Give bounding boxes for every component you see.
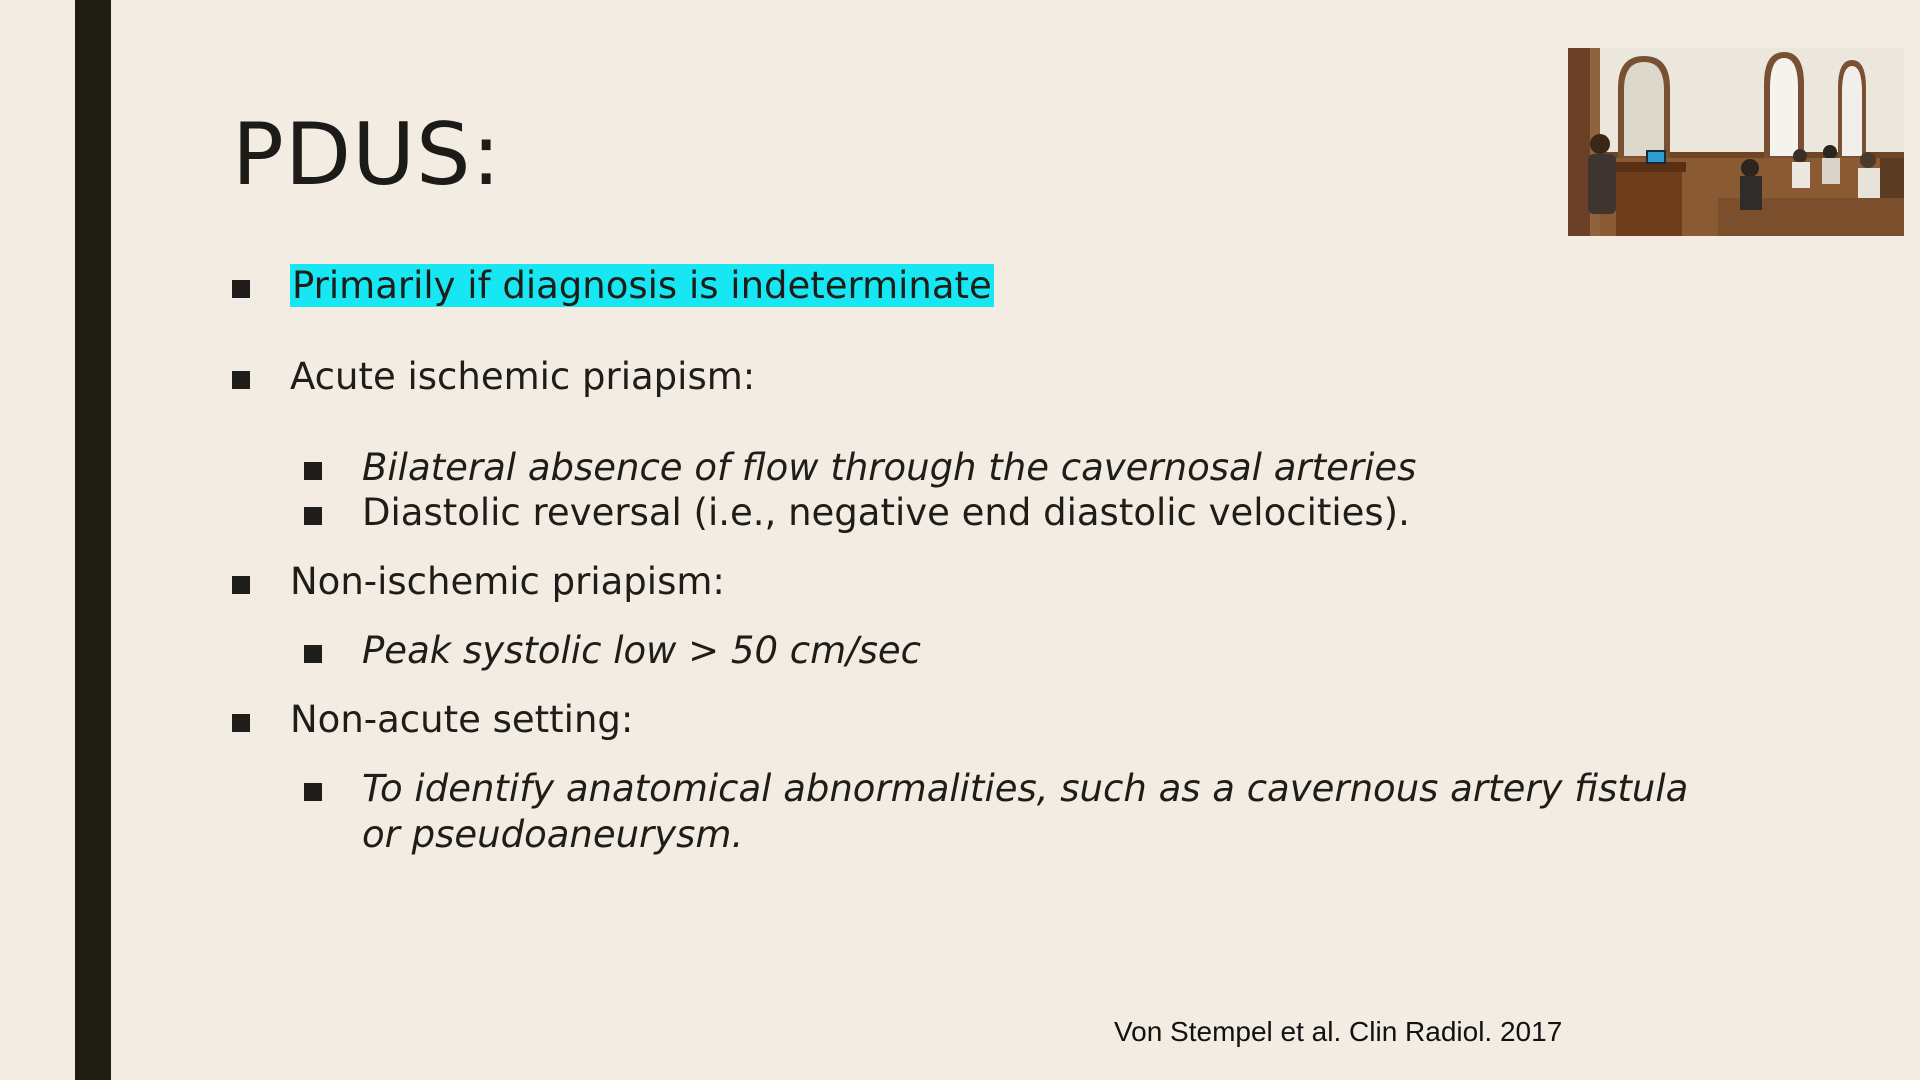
square-bullet-icon xyxy=(232,280,250,298)
bullet-text: To identify anatomical abnormalities, such as a cavernous artery fistula or pseudoaneurysm. xyxy=(362,767,1689,856)
bullet-text: Peak systolic low > 50 cm/sec xyxy=(362,629,921,672)
bullet-text: Diastolic reversal (i.e., negative end diastolic velocities). xyxy=(362,491,1410,534)
square-bullet-icon xyxy=(232,371,250,389)
list-item xyxy=(232,263,994,309)
bullet-text: Non-ischemic priapism: xyxy=(290,560,725,603)
bullet-text: Non-acute setting: xyxy=(290,698,634,741)
presenter-video-thumbnail[interactable] xyxy=(1568,48,1904,236)
square-bullet-icon xyxy=(232,576,250,594)
slide-title: PDUS: xyxy=(232,105,502,205)
citation: Von Stempel et al. Clin Radiol. 2017 xyxy=(1114,1016,1563,1047)
list-item xyxy=(232,354,755,400)
highlighted-text: Primarily if diagnosis is indeterminate xyxy=(292,264,992,307)
square-bullet-icon xyxy=(304,462,322,480)
presenter-video-image xyxy=(1568,48,1904,236)
bullet-text: Acute ischemic priapism: xyxy=(290,355,756,398)
sub-list-item xyxy=(304,766,1722,858)
bullet-text: Bilateral absence of flow through the cavernosal arteries xyxy=(362,446,1417,489)
left-accent-bar xyxy=(75,0,111,1080)
sub-list-item xyxy=(304,628,921,674)
square-bullet-icon xyxy=(232,714,250,732)
list-item xyxy=(232,697,633,743)
square-bullet-icon xyxy=(304,507,322,525)
sub-list-item xyxy=(304,490,1410,536)
square-bullet-icon xyxy=(304,783,322,801)
list-item xyxy=(232,559,725,605)
square-bullet-icon xyxy=(304,645,322,663)
sub-list-item xyxy=(304,445,1416,491)
bullet-text xyxy=(290,263,994,309)
